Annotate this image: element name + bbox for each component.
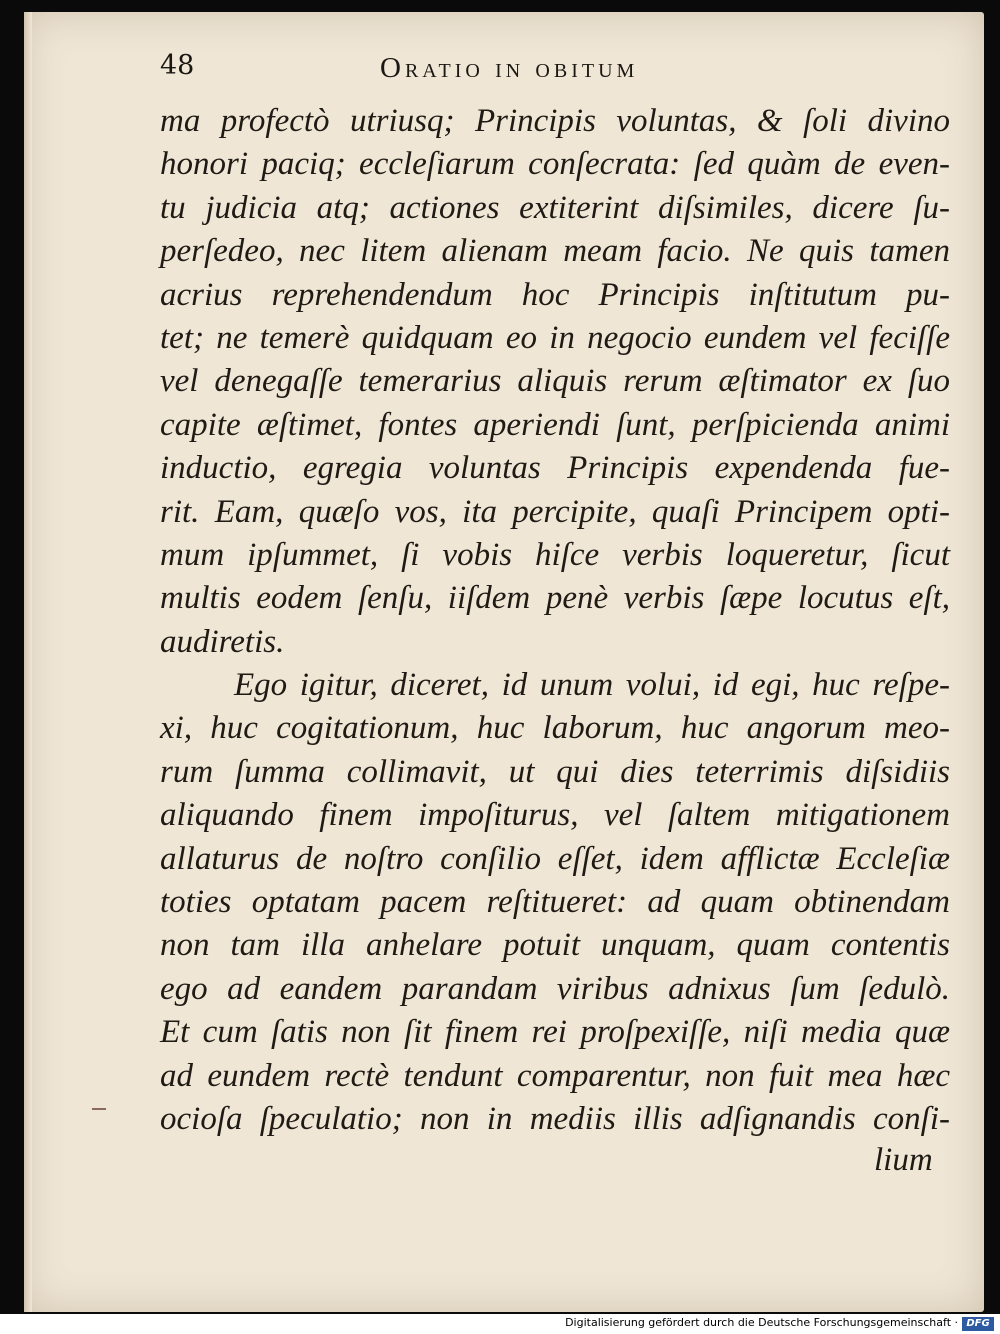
text-line: xi, huc cogitationum, huc laborum, huc angorum meo-	[160, 710, 950, 747]
text-line: ma profectò utriusq; Principis voluntas, & ſoli divino	[160, 103, 950, 139]
text-line: tet; ne temerè quidquam eo in negocio eundem vel feciſſe	[160, 319, 950, 356]
text-line: capite æſtimet, fontes aperiendi ſunt, perſpicienda animi	[160, 406, 950, 443]
text-line: rum ſumma collimavit, ut qui dies teterrimis diſsidiis	[160, 753, 950, 790]
paragraph-end-line: audiretis.	[160, 623, 285, 660]
text-line: ego ad eandem parandam viribus adnixus ſum ſedulò.	[160, 970, 950, 1007]
text-line: inductio, egregia voluntas Principis expendenda fue-	[160, 450, 950, 487]
paragraph-start-line: Ego igitur, diceret, id unum volui, id egi, huc reſpe-	[234, 667, 950, 704]
text-line: acrius reprehendendum hoc Principis inſtitutum pu-	[160, 276, 950, 313]
text-line: ocioſa ſpeculatio; non in mediis illis adſignandis conſi-	[160, 1100, 950, 1137]
page-header	[0, 50, 1000, 100]
text-line: mum ipſummet, ſi vobis hiſce verbis loqueretur, ſicut	[160, 536, 950, 573]
page-number: 48	[160, 50, 195, 81]
text-block	[160, 100, 950, 1141]
text-line: vel denegaſſe temerarius aliquis rerum æſtimator ex ſuo	[160, 363, 950, 400]
text-line: multis eodem ſenſu, iiſdem penè verbis ſæpe locutus eſt,	[160, 580, 950, 617]
text-line: aliquando finem impoſiturus, vel ſaltem mitigationem	[160, 797, 950, 834]
text-line: allaturus de noſtro conſilio eſſet, idem afflictæ Eccleſiæ	[160, 840, 950, 877]
text-line: ad eundem rectè tendunt comparentur, non fuit mea hæc	[160, 1057, 950, 1094]
text-line: tu judicia atq; actiones extiterint diſsimiles, dicere ſu-	[160, 189, 950, 226]
catchword: lium	[874, 1142, 933, 1178]
text-line: rit. Eam, quæſo vos, ita percipite, quaſi Principem opti-	[160, 493, 950, 530]
text-line: Et cum ſatis non ſit finem rei proſpexiſſe, niſi media quæ	[160, 1014, 950, 1051]
text-line: perſedeo, nec litem alienam meam facio. Ne quis tamen	[160, 233, 950, 270]
page-gutter-shadow	[24, 12, 32, 1312]
margin-mark	[92, 1108, 106, 1110]
text-line: non tam illa anhelare potuit unquam, quam contentis	[160, 927, 950, 964]
text-line: toties optatam pacem reſtitueret: ad quam obtinendam	[160, 884, 950, 921]
text-line: honori paciq; eccleſiarum conſecrata: ſed quàm de even-	[160, 146, 950, 183]
running-head: Oratio in obitum	[380, 52, 639, 84]
digitization-footer	[0, 1314, 1000, 1334]
funding-credit: Digitalisierung gefördert durch die Deutsche Forschungsgemeinschaft ·	[565, 1316, 958, 1329]
dfg-logo: DFG	[962, 1317, 994, 1331]
